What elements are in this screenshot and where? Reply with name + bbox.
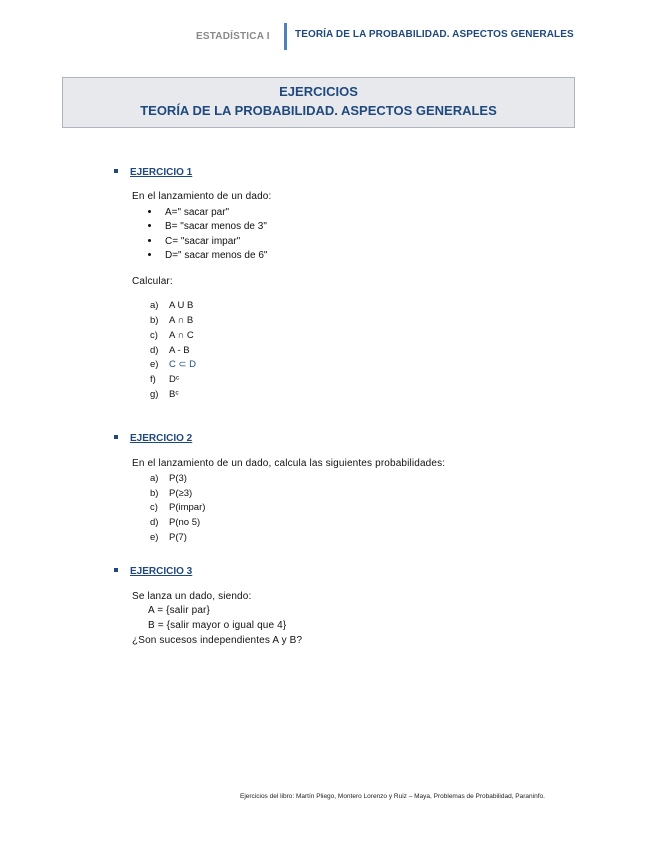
list-item: e) P(7)	[150, 532, 187, 543]
title-box	[62, 77, 575, 128]
list-item: e) C ⊂ D	[150, 359, 196, 370]
event-item: A=" sacar par"	[148, 207, 229, 218]
list-item: b) P(≥3)	[150, 488, 193, 499]
exercise-2-heading: EJERCICIO 2	[114, 433, 192, 444]
event-a-definition: A = {salir par}	[148, 605, 211, 616]
list-item: c) A ∩ C	[150, 330, 194, 341]
exercise-3-intro: Se lanza un dado, siendo:	[132, 591, 252, 602]
exercise-2-intro: En el lanzamiento de un dado, calcula las siguientes probabilidades:	[132, 458, 446, 469]
square-bullet-icon	[114, 435, 118, 439]
title-line-1: EJERCICIOS	[279, 84, 358, 99]
exercise-3-heading: EJERCICIO 3	[114, 566, 192, 577]
bullet-icon	[148, 239, 151, 242]
header-divider	[284, 23, 287, 50]
exercise-3-question: ¿Son sucesos independientes A y B?	[132, 635, 303, 646]
square-bullet-icon	[114, 169, 118, 173]
list-item: a) P(3)	[150, 473, 187, 484]
list-item: b) A ∩ B	[150, 315, 194, 326]
list-item: d) A - B	[150, 345, 190, 356]
event-item: B= "sacar menos de 3"	[148, 221, 267, 232]
list-item: d) P(no 5)	[150, 517, 201, 528]
title-line-2: TEORÍA DE LA PROBABILIDAD. ASPECTOS GENERALES	[140, 103, 497, 118]
event-item: C= "sacar impar"	[148, 236, 240, 247]
list-item: f) Dᶜ	[150, 374, 180, 385]
list-item: a) A U B	[150, 300, 194, 311]
exercise-1-heading: EJERCICIO 1	[114, 167, 192, 178]
list-item: g) Bᶜ	[150, 389, 179, 400]
bullet-icon	[148, 210, 151, 213]
event-b-definition: B = {salir mayor o igual que 4}	[148, 620, 287, 631]
footer-source: Ejercicios del libro: Martín Pliego, Montero Lorenzo y Ruiz – Maya, Problemas de Probabilidad, Paraninfo.	[240, 793, 545, 800]
exercise-1-intro: En el lanzamiento de un dado:	[132, 191, 272, 202]
list-item: c) P(impar)	[150, 502, 206, 513]
bullet-icon	[148, 253, 151, 256]
calculate-label: Calcular:	[132, 276, 173, 287]
header-subject: ESTADÍSTICA I	[196, 31, 270, 42]
square-bullet-icon	[114, 568, 118, 572]
event-item: D=" sacar menos de 6"	[148, 250, 267, 261]
header-topic: TEORÍA DE LA PROBABILIDAD. ASPECTOS GENERALES	[295, 29, 574, 40]
bullet-icon	[148, 224, 151, 227]
